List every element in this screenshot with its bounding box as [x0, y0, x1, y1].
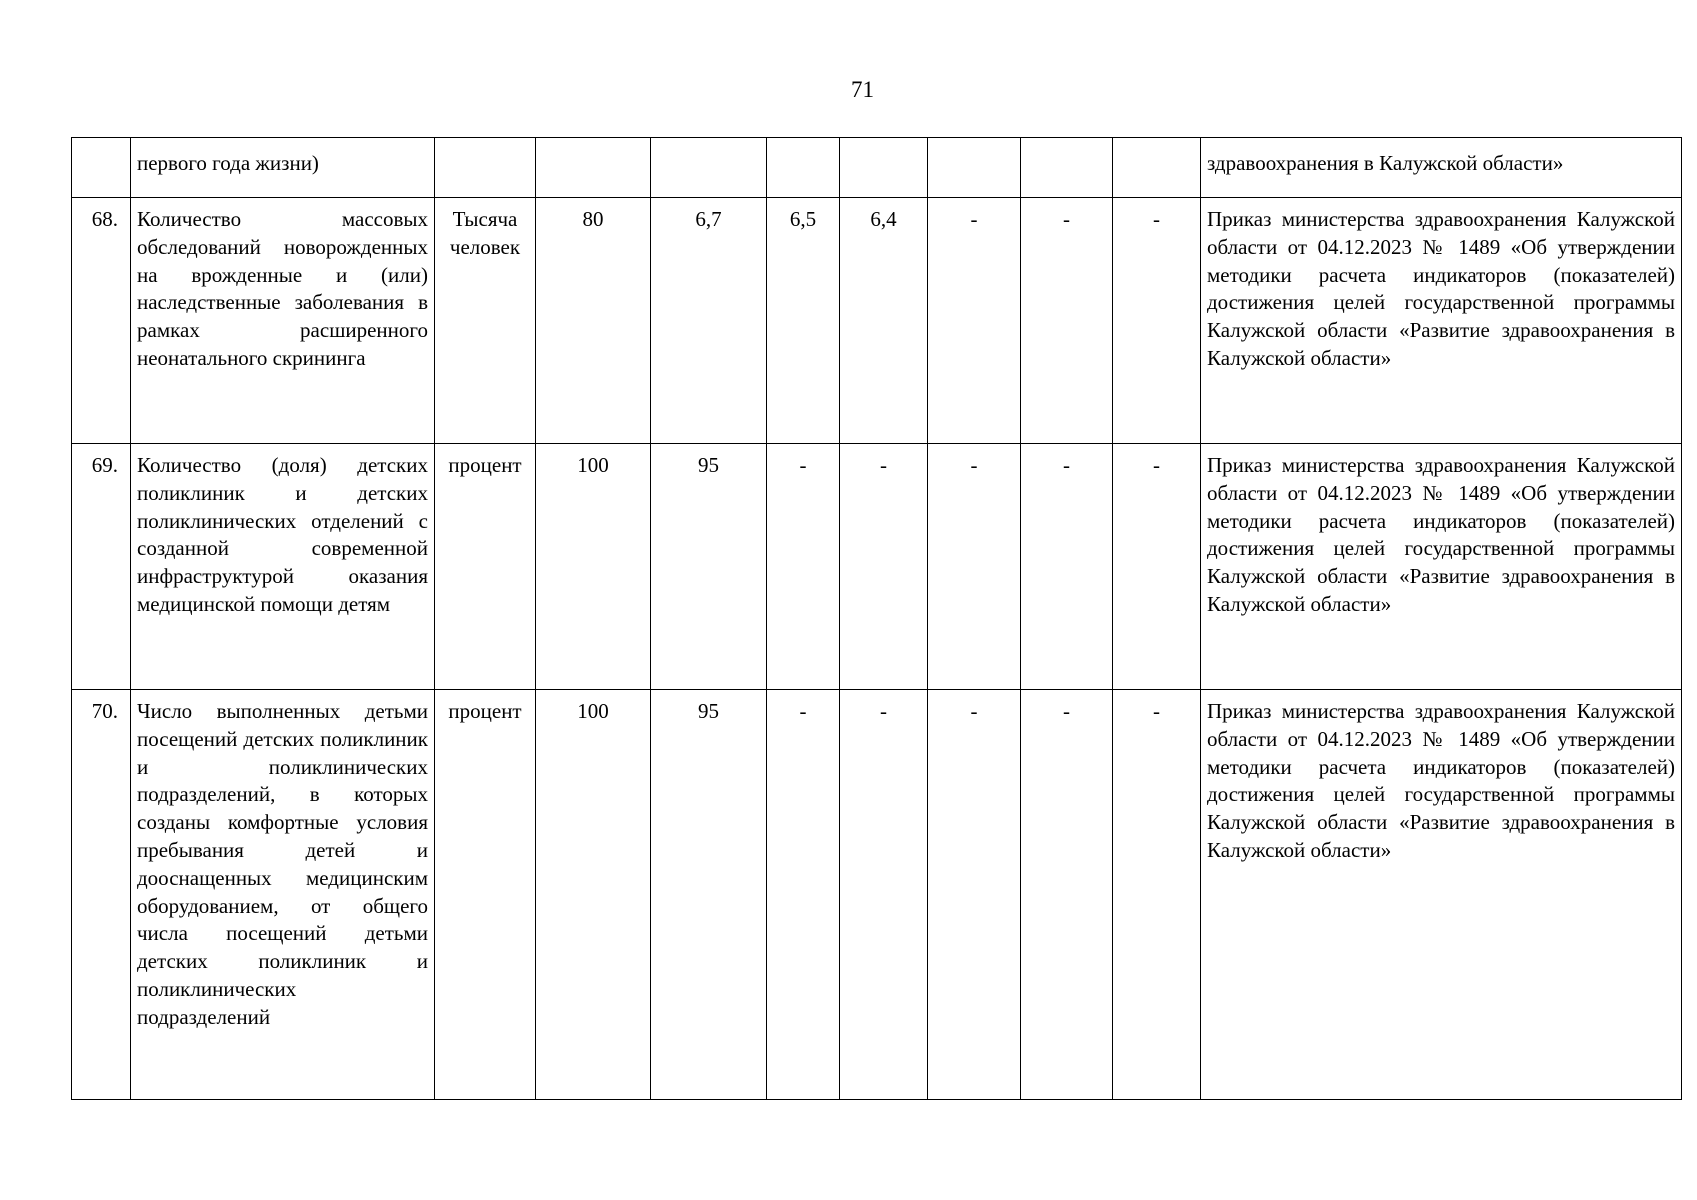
cell-value: - [928, 198, 1021, 444]
cell-value: 95 [651, 444, 767, 690]
cell-value: 100 [536, 690, 651, 1100]
cell-value: - [1113, 198, 1201, 444]
cell-name: первого года жизни) [131, 138, 435, 198]
indicators-table [71, 137, 1682, 1100]
cell-value: - [1021, 690, 1113, 1100]
table-row [72, 198, 1682, 444]
page-number: 71 [851, 77, 874, 102]
cell-value: - [840, 690, 928, 1100]
cell-value: - [840, 444, 928, 690]
cell-value: - [928, 690, 1021, 1100]
cell-name: Количество массовых обследований новорожденных на врожденные и (или) наследственные заболевания в рамках расширенного неонатального скрининга [131, 198, 435, 444]
cell-source: Приказ министерства здравоохранения Калужской области от 04.12.2023 № 1489 «Об утверждении методики расчета индикаторов (показателей) достижения целей государственной программы Калужской области «Развитие здравоохранения в Калужской области» [1201, 690, 1682, 1100]
cell-name: Количество (доля) детских поликлиник и детских поликлинических отделений с созданной современной инфраструктурой оказания медицинской помощи детям [131, 444, 435, 690]
table-row [72, 690, 1682, 1100]
cell-value: 95 [651, 690, 767, 1100]
cell-value: - [1021, 444, 1113, 690]
cell-value [536, 138, 651, 198]
cell-unit: Тысяча человек [435, 198, 536, 444]
table-row [72, 444, 1682, 690]
cell-value: - [767, 690, 840, 1100]
cell-name: Число выполненных детьми посещений детских поликлиник и поликлинических подразделений, в которых созданы комфортные условия пребывания детей и дооснащенных медицинским оборудованием, от общего числа посещений детьми детских поликлиник и поликлинических подразделений [131, 690, 435, 1100]
cell-value: - [1113, 690, 1201, 1100]
cell-unit: процент [435, 690, 536, 1100]
cell-value: 6,7 [651, 198, 767, 444]
cell-value [928, 138, 1021, 198]
cell-value [1021, 138, 1113, 198]
cell-source: Приказ министерства здравоохранения Калужской области от 04.12.2023 № 1489 «Об утверждении методики расчета индикаторов (показателей) достижения целей государственной программы Калужской области «Развитие здравоохранения в Калужской области» [1201, 198, 1682, 444]
cell-value: 100 [536, 444, 651, 690]
cell-num: 68. [72, 198, 131, 444]
cell-value [840, 138, 928, 198]
cell-source: Приказ министерства здравоохранения Калужской области от 04.12.2023 № 1489 «Об утверждении методики расчета индикаторов (показателей) достижения целей государственной программы Калужской области «Развитие здравоохранения в Калужской области» [1201, 444, 1682, 690]
cell-num: 70. [72, 690, 131, 1100]
table-row-continuation [72, 138, 1682, 198]
cell-source: здравоохранения в Калужской области» [1201, 138, 1682, 198]
cell-value: - [1113, 444, 1201, 690]
cell-num [72, 138, 131, 198]
cell-value: - [928, 444, 1021, 690]
cell-value: 6,4 [840, 198, 928, 444]
cell-value: - [767, 444, 840, 690]
cell-value: - [1021, 198, 1113, 444]
cell-value [767, 138, 840, 198]
cell-num: 69. [72, 444, 131, 690]
cell-value: 6,5 [767, 198, 840, 444]
cell-value: 80 [536, 198, 651, 444]
cell-unit: процент [435, 444, 536, 690]
cell-value [1113, 138, 1201, 198]
cell-unit [435, 138, 536, 198]
cell-value [651, 138, 767, 198]
